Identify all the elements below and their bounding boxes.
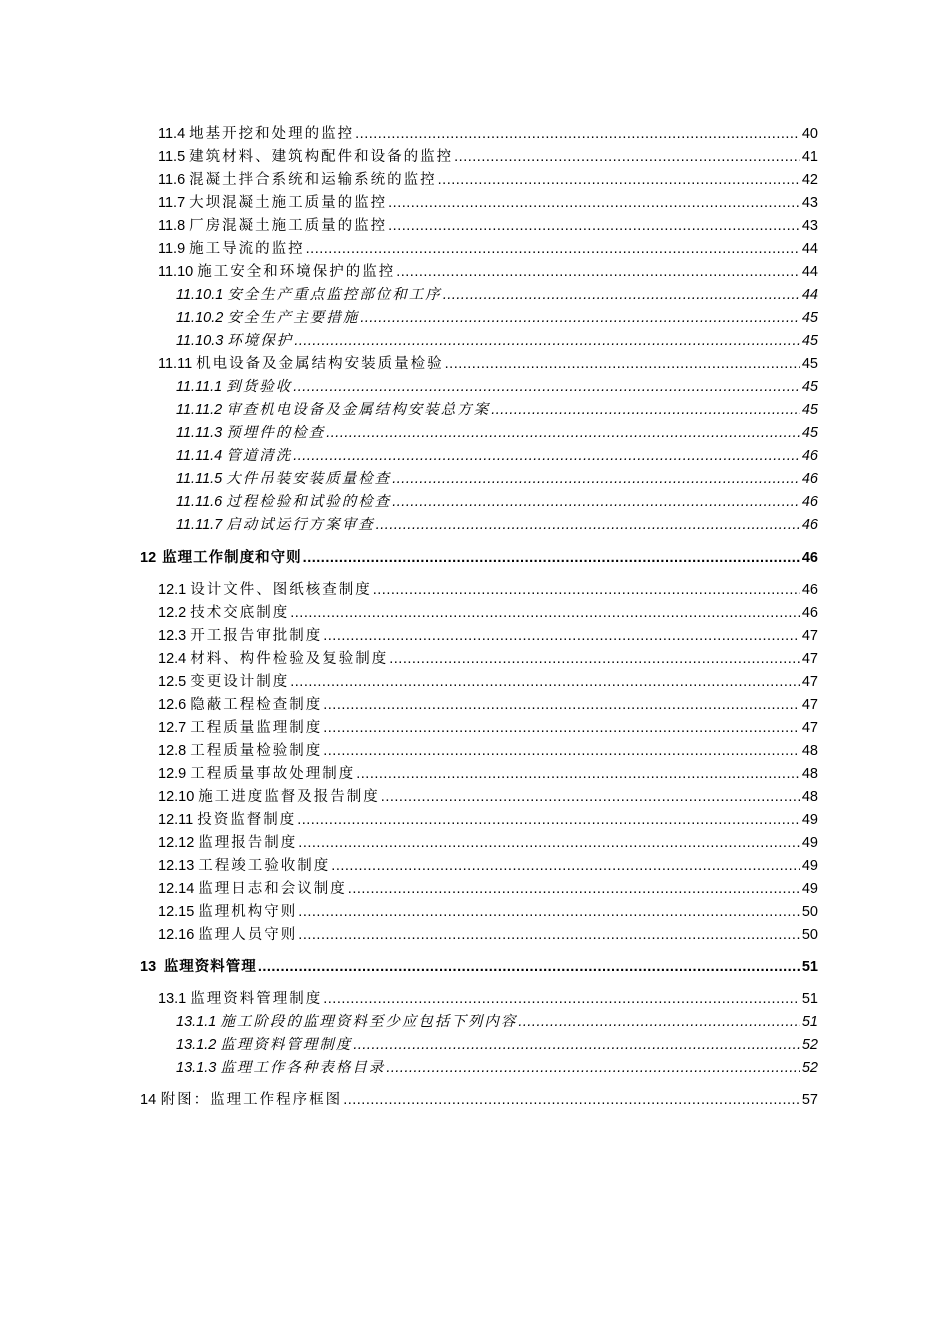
toc-entry[interactable] — [158, 787, 818, 807]
toc-entry-number: 11.5 — [158, 149, 186, 165]
toc-leader-dots — [388, 193, 800, 213]
toc-entry-title: 工程质量监理制度 — [190, 720, 323, 736]
toc-leader-dots — [353, 1035, 800, 1055]
toc-entry-number: 11.11.6 — [176, 494, 223, 510]
toc-entry-number: 13.1 — [158, 991, 187, 1007]
toc-entry[interactable] — [158, 124, 818, 144]
toc-entry[interactable] — [158, 580, 818, 600]
toc-entry-page: 43 — [801, 218, 818, 234]
toc-entry[interactable] — [176, 446, 818, 466]
toc-entry-number: 11.11.1 — [176, 379, 223, 395]
toc-leader-dots — [445, 354, 800, 374]
toc-chapter[interactable] — [140, 957, 818, 977]
toc-leader-dots — [294, 331, 800, 351]
toc-leader-dots — [303, 548, 800, 568]
toc-entry-number: 12 — [140, 550, 157, 566]
toc-entry[interactable] — [158, 672, 818, 692]
toc-entry[interactable] — [158, 193, 818, 213]
toc-entry[interactable] — [158, 902, 818, 922]
toc-entry-title: 施工进度监督及报告制度 — [198, 789, 380, 805]
toc-entry-number: 11.6 — [158, 172, 186, 188]
toc-leader-dots — [290, 603, 800, 623]
toc-entry-page: 46 — [801, 605, 818, 621]
toc-entry-number: 12.15 — [158, 904, 195, 920]
toc-entry-number: 11.11.3 — [176, 425, 223, 441]
toc-entry-title: 厂房混凝土施工质量的监控 — [189, 218, 388, 234]
toc-entry-page: 44 — [801, 241, 818, 257]
toc-entry-title: 到货验收 — [226, 379, 293, 395]
toc-entry-title: 监理工作制度和守则 — [162, 550, 302, 566]
toc-entry-number: 11.9 — [158, 241, 186, 257]
toc-entry-number: 12.4 — [158, 651, 187, 667]
toc-entry-number: 11.10.3 — [176, 333, 224, 349]
toc-entry-title: 技术交底制度 — [190, 605, 290, 621]
toc-leader-dots — [290, 672, 800, 692]
toc-entry-page: 52 — [801, 1060, 818, 1076]
toc-leader-dots — [323, 695, 800, 715]
toc-leader-dots — [438, 170, 800, 190]
toc-entry-page: 50 — [801, 927, 818, 943]
toc-entry-title: 隐蔽工程检查制度 — [190, 697, 323, 713]
toc-entry[interactable] — [176, 400, 818, 420]
toc-entry-title: 环境保护 — [227, 333, 294, 349]
toc-entry-title: 施工导流的监控 — [189, 241, 305, 257]
toc-entry-page: 49 — [801, 812, 818, 828]
toc-entry-page: 50 — [801, 904, 818, 920]
toc-entry-page: 49 — [801, 881, 818, 897]
toc-leader-dots — [293, 377, 800, 397]
toc-leader-dots — [331, 856, 800, 876]
toc-entry-title: 安全生产主要措施 — [227, 310, 360, 326]
toc-entry-page: 44 — [801, 287, 818, 303]
toc-entry-page: 47 — [801, 628, 818, 644]
toc-entry-title: 过程检验和试验的检查 — [226, 494, 392, 510]
toc-entry-number: 12.8 — [158, 743, 187, 759]
toc-entry[interactable] — [158, 626, 818, 646]
toc-entry-title: 变更设计制度 — [190, 674, 290, 690]
toc-entry[interactable] — [176, 331, 818, 351]
toc-leader-dots — [323, 626, 800, 646]
toc-entry-title: 设计文件、图纸核查制度 — [190, 582, 372, 598]
toc-entry-page: 41 — [801, 149, 818, 165]
toc-entry[interactable] — [158, 262, 818, 282]
toc-entry[interactable] — [158, 879, 818, 899]
toc-leader-dots — [388, 216, 800, 236]
toc-leader-dots — [348, 879, 800, 899]
toc-entry[interactable] — [158, 216, 818, 236]
toc-entry-page: 51 — [801, 1014, 818, 1030]
toc-entry-page: 45 — [801, 310, 818, 326]
toc-entry[interactable] — [176, 285, 818, 305]
toc-leader-dots — [356, 764, 800, 784]
toc-entry-page: 46 — [801, 550, 818, 566]
toc-leader-dots — [386, 1058, 800, 1078]
toc-entry[interactable] — [176, 308, 818, 328]
toc-entry-page: 45 — [801, 379, 818, 395]
toc-entry[interactable] — [176, 515, 818, 535]
toc-entry-number: 11.11.7 — [176, 517, 223, 533]
toc-entry[interactable] — [176, 469, 818, 489]
toc-entry[interactable] — [176, 492, 818, 512]
toc-entry-number: 12.2 — [158, 605, 187, 621]
toc-entry-page: 46 — [801, 582, 818, 598]
toc-entry-title: 监理机构守则 — [198, 904, 298, 920]
toc-entry-page: 45 — [801, 425, 818, 441]
toc-leader-dots — [355, 124, 800, 144]
toc-entry-title: 审查机电设备及金属结构安装总方案 — [226, 402, 491, 418]
toc-leader-dots — [360, 308, 800, 328]
toc-entry[interactable] — [176, 1058, 818, 1078]
toc-entry-page: 57 — [801, 1092, 818, 1108]
toc-entry-page: 48 — [801, 743, 818, 759]
toc-leader-dots — [389, 649, 800, 669]
toc-entry[interactable] — [158, 833, 818, 853]
toc-entry-title: 监理资料管理制度 — [220, 1037, 353, 1053]
toc-entry-number: 12.6 — [158, 697, 187, 713]
toc-leader-dots — [306, 239, 800, 259]
toc-entry[interactable] — [158, 147, 818, 167]
toc-leader-dots — [392, 469, 800, 489]
toc-entry[interactable] — [158, 239, 818, 259]
toc-entry[interactable] — [176, 1012, 818, 1032]
toc-entry-title: 工程质量事故处理制度 — [190, 766, 356, 782]
toc-entry-number: 11.10.2 — [176, 310, 224, 326]
toc-entry-page: 48 — [801, 766, 818, 782]
toc-leader-dots — [376, 515, 800, 535]
toc-entry[interactable] — [158, 695, 818, 715]
toc-entry[interactable] — [158, 810, 818, 830]
toc-entry-number: 11.4 — [158, 126, 186, 142]
toc-entry-page: 42 — [801, 172, 818, 188]
toc-entry-number: 11.11.2 — [176, 402, 223, 418]
toc-leader-dots — [443, 285, 800, 305]
toc-entry[interactable] — [176, 377, 818, 397]
toc-entry-page: 47 — [801, 720, 818, 736]
toc-entry[interactable] — [158, 649, 818, 669]
toc-entry-page: 43 — [801, 195, 818, 211]
toc-leader-dots — [323, 741, 800, 761]
toc-entry[interactable] — [158, 718, 818, 738]
toc-entry-page: 49 — [801, 858, 818, 874]
toc-entry-title: 建筑材料、建筑构配件和设备的监控 — [189, 149, 454, 165]
toc-entry-title: 启动试运行方案审查 — [226, 517, 375, 533]
toc-entry[interactable] — [158, 925, 818, 945]
toc-entry-title: 安全生产重点监控部位和工序 — [227, 287, 442, 303]
toc-leader-dots — [396, 262, 800, 282]
toc-entry-page: 46 — [801, 494, 818, 510]
toc-leader-dots — [518, 1012, 800, 1032]
toc-entry-number: 12.14 — [158, 881, 195, 897]
toc-entry-number: 11.8 — [158, 218, 186, 234]
toc-entry-title: 工程质量检验制度 — [190, 743, 323, 759]
toc-leader-dots — [491, 400, 800, 420]
toc-entry-title: 大件吊装安装质量检查 — [226, 471, 392, 487]
toc-entry-title: 投资监督制度 — [197, 812, 297, 828]
toc-entry-number: 11.11.5 — [176, 471, 223, 487]
toc-entry[interactable] — [158, 354, 818, 374]
toc-entry[interactable] — [176, 423, 818, 443]
toc-entry-title: 大坝混凝土施工质量的监控 — [189, 195, 388, 211]
toc-entry-page: 51 — [801, 991, 818, 1007]
toc-leader-dots — [323, 718, 800, 738]
toc-entry-number: 13.1.3 — [176, 1060, 217, 1076]
toc-entry-page: 45 — [801, 333, 818, 349]
toc-entry[interactable] — [158, 603, 818, 623]
toc-entry-title: 监理工作各种表格目录 — [220, 1060, 386, 1076]
toc-leader-dots — [454, 147, 800, 167]
toc-leader-dots — [293, 446, 800, 466]
toc-entry-title: 施工安全和环境保护的监控 — [197, 264, 396, 280]
toc-entry-title: 监理资料管理制度 — [190, 991, 323, 1007]
toc-leader-dots — [343, 1090, 800, 1110]
toc-entry-number: 11.7 — [158, 195, 186, 211]
toc-entry-number: 11.11 — [158, 356, 193, 372]
toc-entry-title: 开工报告审批制度 — [190, 628, 323, 644]
toc-entry-page: 48 — [801, 789, 818, 805]
toc-entry[interactable] — [158, 764, 818, 784]
toc-leader-dots — [298, 833, 800, 853]
toc-entry-number: 12.12 — [158, 835, 195, 851]
toc-entry-number: 13.1.2 — [176, 1037, 217, 1053]
toc-entry-title: 预埋件的检查 — [226, 425, 326, 441]
toc-entry-title: 混凝土拌合系统和运输系统的监控 — [189, 172, 437, 188]
toc-entry-title: 管道清洗 — [226, 448, 293, 464]
toc-entry-title: 监理资料管理 — [163, 959, 257, 975]
toc-leader-dots — [323, 989, 800, 1009]
toc-entry-number: 12.9 — [158, 766, 187, 782]
toc-entry-number: 11.10 — [158, 264, 194, 280]
toc-entry-title: 监理人员守则 — [198, 927, 298, 943]
toc-entry-page: 52 — [801, 1037, 818, 1053]
toc-entry[interactable] — [158, 989, 818, 1009]
toc-entry-number: 12.10 — [158, 789, 195, 805]
toc-entry-number: 12.11 — [158, 812, 194, 828]
toc-entry-number: 14 — [140, 1092, 157, 1108]
toc-leader-dots — [381, 787, 800, 807]
toc-entry[interactable] — [158, 170, 818, 190]
toc-entry-page: 45 — [801, 356, 818, 372]
toc-entry-page: 44 — [801, 264, 818, 280]
toc-leader-dots — [297, 810, 800, 830]
toc-leader-dots — [392, 492, 800, 512]
toc-entry-page: 47 — [801, 651, 818, 667]
toc-entry-number: 12.5 — [158, 674, 187, 690]
toc-leader-dots — [298, 902, 800, 922]
toc-entry-number: 13.1.1 — [176, 1014, 217, 1030]
toc-entry-page: 47 — [801, 697, 818, 713]
toc-entry-title: 机电设备及金属结构安装质量检验 — [196, 356, 444, 372]
toc-entry-title: 材料、构件检验及复验制度 — [190, 651, 389, 667]
toc-entry-title: 施工阶段的监理资料至少应包括下列内容 — [220, 1014, 518, 1030]
toc-entry-page: 45 — [801, 402, 818, 418]
toc-entry-title: 工程竣工验收制度 — [198, 858, 331, 874]
toc-entry-number: 12.7 — [158, 720, 187, 736]
toc-leader-dots — [373, 580, 800, 600]
toc-entry-page: 46 — [801, 471, 818, 487]
toc-entry-page: 46 — [801, 448, 818, 464]
toc-entry-title: 监理日志和会议制度 — [198, 881, 347, 897]
toc-leader-dots — [298, 925, 800, 945]
toc-entry-number: 13 — [140, 959, 157, 975]
toc-entry-title: 地基开挖和处理的监控 — [189, 126, 355, 142]
toc-entry[interactable] — [158, 856, 818, 876]
toc-entry-number: 12.1 — [158, 582, 187, 598]
toc-entry[interactable] — [176, 1035, 818, 1055]
toc-entry-page: 40 — [801, 126, 818, 142]
toc-entry-page: 47 — [801, 674, 818, 690]
toc-entry-number: 12.16 — [158, 927, 195, 943]
toc-leader-dots — [326, 423, 800, 443]
toc-leader-dots — [258, 957, 800, 977]
toc-chapter[interactable] — [140, 1090, 818, 1110]
toc-entry-title: 监理报告制度 — [198, 835, 298, 851]
toc-entry-number: 11.10.1 — [176, 287, 224, 303]
toc-entry-number: 12.3 — [158, 628, 187, 644]
toc-entry-number: 12.13 — [158, 858, 195, 874]
toc-entry-page: 51 — [801, 959, 818, 975]
toc-entry-page: 49 — [801, 835, 818, 851]
toc-entry-title: 附图：监理工作程序框图 — [160, 1092, 343, 1108]
toc-entry-number: 11.11.4 — [176, 448, 223, 464]
toc-entry[interactable] — [158, 741, 818, 761]
toc-chapter[interactable] — [140, 548, 818, 568]
toc-entry-page: 46 — [801, 517, 818, 533]
